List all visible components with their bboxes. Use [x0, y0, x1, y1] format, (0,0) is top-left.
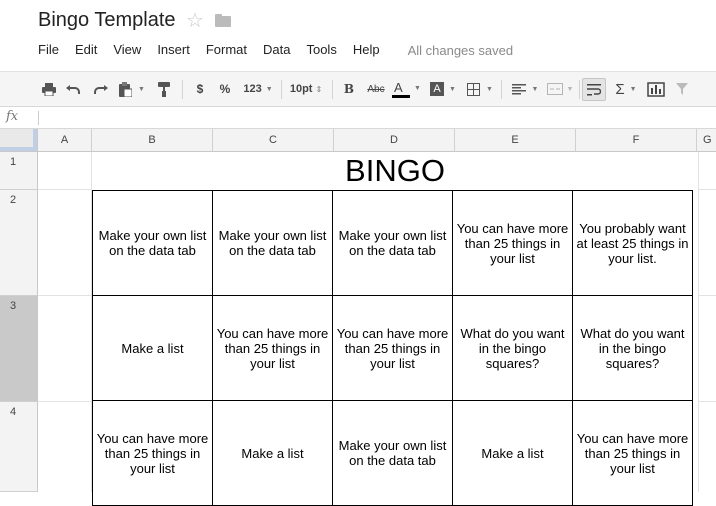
- paste-icon[interactable]: ▼: [116, 80, 148, 98]
- undo-icon[interactable]: [64, 80, 82, 98]
- menu-file[interactable]: File: [38, 42, 59, 57]
- wrap-text-button[interactable]: [582, 78, 606, 101]
- spreadsheet-grid: [0, 129, 716, 484]
- menu-view[interactable]: View: [113, 42, 142, 57]
- bingo-cell[interactable]: You can have more than 25 things in your list: [213, 296, 333, 401]
- bingo-cell[interactable]: Make your own list on the data tab: [93, 191, 213, 296]
- sigma-icon: Σ: [615, 80, 625, 98]
- bingo-card: [92, 190, 693, 506]
- percent-format-button[interactable]: %: [219, 82, 231, 96]
- functions-button[interactable]: [611, 80, 641, 98]
- text-color-swatch: [392, 95, 410, 98]
- bingo-cell[interactable]: Make a list: [93, 296, 213, 401]
- column-header-f[interactable]: F: [576, 129, 697, 152]
- menu-help[interactable]: Help: [352, 42, 380, 57]
- bingo-cell[interactable]: You can have more than 25 things in your list: [453, 191, 573, 296]
- column-header-a[interactable]: A: [38, 129, 92, 152]
- bingo-cell[interactable]: You can have more than 25 things in your list: [333, 296, 453, 401]
- chevron-down-icon: ▼: [566, 85, 574, 93]
- insert-chart-icon[interactable]: [646, 80, 666, 98]
- print-icon[interactable]: [40, 80, 58, 98]
- filter-icon[interactable]: [673, 80, 691, 98]
- bingo-title-cell[interactable]: BINGO: [345, 153, 445, 188]
- bingo-cell[interactable]: Make a list: [213, 401, 333, 506]
- bingo-cell[interactable]: You can have more than 25 things in your list: [93, 401, 213, 506]
- bingo-cell[interactable]: What do you want in the bingo squares?: [573, 296, 693, 401]
- wrap-text-icon: [587, 84, 601, 96]
- align-left-icon: [512, 84, 526, 95]
- menu-insert[interactable]: Insert: [157, 42, 190, 57]
- number-format-button[interactable]: [240, 80, 276, 98]
- formula-bar: [0, 107, 716, 129]
- merge-icon: [547, 83, 563, 95]
- stepper-icon: ⇕: [315, 84, 323, 94]
- fill-color-button[interactable]: [428, 80, 458, 98]
- column-header-e[interactable]: E: [455, 129, 576, 152]
- folder-icon[interactable]: [215, 14, 231, 27]
- menu-data[interactable]: Data: [263, 42, 291, 57]
- column-header-d[interactable]: D: [334, 129, 455, 152]
- font-size-value: 10pt: [289, 83, 313, 95]
- borders-icon: [467, 83, 480, 96]
- column-header-b[interactable]: B: [92, 129, 213, 152]
- row-header-2[interactable]: 2: [0, 190, 38, 296]
- bingo-cell[interactable]: Make your own list on the data tab: [333, 191, 453, 296]
- fx-icon: fx: [6, 109, 19, 124]
- bingo-row-4: [93, 401, 693, 506]
- borders-button[interactable]: [465, 80, 495, 98]
- chevron-down-icon: ▼: [265, 85, 273, 93]
- bingo-cell[interactable]: You can have more than 25 things in your list: [573, 401, 693, 506]
- bold-button[interactable]: B: [343, 82, 355, 96]
- document-title[interactable]: Bingo Template: [38, 9, 176, 31]
- toolbar: [0, 71, 716, 107]
- bingo-cell[interactable]: You probably want at least 25 things in your list.: [573, 191, 693, 296]
- menu-format[interactable]: Format: [205, 42, 247, 57]
- menu-tools[interactable]: Tools: [306, 42, 337, 57]
- bingo-row-3: [93, 296, 693, 401]
- merge-cells-button[interactable]: [544, 80, 576, 98]
- column-header-c[interactable]: C: [213, 129, 334, 152]
- bingo-cell[interactable]: Make a list: [453, 401, 573, 506]
- chevron-down-icon: ▼: [629, 85, 637, 93]
- text-color-letter: A: [394, 79, 403, 95]
- star-icon[interactable]: ☆: [186, 10, 204, 32]
- text-color-button[interactable]: [392, 80, 422, 98]
- column-header-g[interactable]: G: [697, 129, 716, 152]
- row-header-1[interactable]: 1: [0, 152, 38, 190]
- row-header-4[interactable]: 4: [0, 402, 38, 492]
- row-header-3[interactable]: 3: [0, 296, 38, 402]
- align-button[interactable]: [509, 80, 541, 98]
- menu-edit[interactable]: Edit: [74, 42, 98, 57]
- bingo-cell[interactable]: Make your own list on the data tab: [333, 401, 453, 506]
- paint-format-icon[interactable]: [154, 80, 174, 98]
- bingo-cell[interactable]: Make your own list on the data tab: [213, 191, 333, 296]
- chevron-down-icon: ▼: [531, 85, 539, 93]
- font-size-select[interactable]: [287, 80, 325, 98]
- chevron-down-icon: ▼: [486, 85, 493, 93]
- bingo-row-2: [93, 191, 693, 296]
- menu-bar: [30, 40, 513, 60]
- number-format-label: 123: [243, 83, 262, 95]
- strikethrough-button[interactable]: Abc: [367, 83, 385, 95]
- chevron-down-icon: ▼: [414, 85, 421, 92]
- save-status[interactable]: All changes saved: [407, 42, 514, 58]
- chevron-down-icon: ▼: [449, 85, 456, 93]
- bingo-cell[interactable]: What do you want in the bingo squares?: [453, 296, 573, 401]
- currency-format-button[interactable]: $: [196, 82, 204, 96]
- redo-icon[interactable]: [92, 80, 110, 98]
- fill-color-letter: A: [430, 82, 444, 96]
